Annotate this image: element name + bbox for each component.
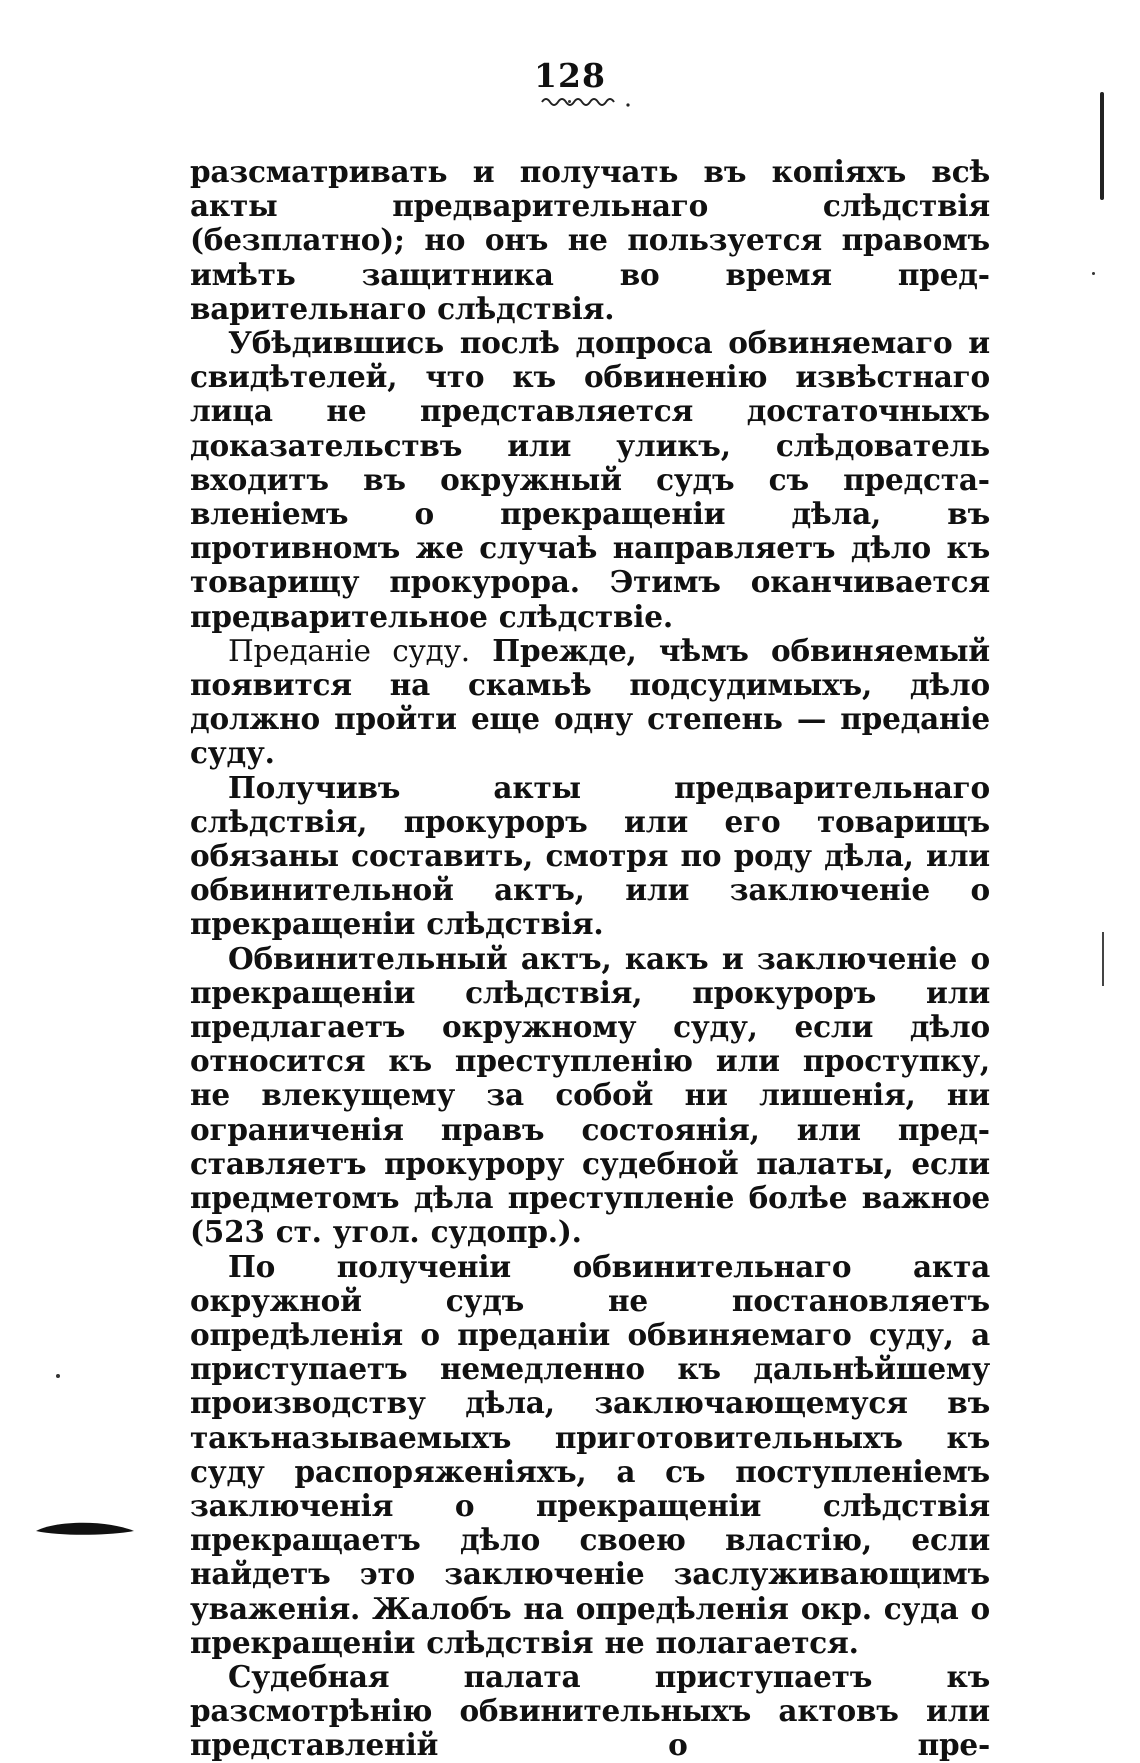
paragraph-7	[190, 1660, 990, 1763]
ink-blot-icon	[34, 1519, 138, 1539]
paragraph-3	[190, 634, 990, 771]
section-heading: Преданіе суду.	[228, 633, 470, 668]
paragraph-2-text: Убѣдившись послѣ допроса обвиняемаго и свидѣтелей, что къ обвиненію извѣстнаго лица не представляется достаточныхъ доказательствъ или уликъ, слѣдователь входитъ въ окружный судъ съ представленіемъ о прекращеніи дѣла, въ противномъ же случаѣ направляетъ дѣло къ товарищу прокурора. Этимъ оканчивается предварительное слѣдствіе.	[190, 325, 990, 634]
paragraph-5	[190, 942, 990, 1250]
paragraph-4-text: Получивъ акты предварительнаго слѣдствія, прокуроръ или его товарищъ обязаны составить, смотря по роду дѣла, или обвинительной актъ, или заключеніе о прекращеніи слѣдствія.	[190, 769, 990, 942]
scan-edge-mark	[1100, 92, 1104, 200]
paragraph-6	[190, 1250, 990, 1660]
wavy-ornament-icon	[540, 94, 632, 108]
scan-speck	[1092, 272, 1095, 275]
paragraph-4	[190, 771, 990, 942]
paragraph-7-text: Судебная палата приступаетъ къ разсмотрѣнію обвинительныхъ актовъ или представленій о пре-	[190, 1658, 990, 1763]
paragraph-1-text: разсматривать и получать въ копіяхъ всѣ акты предварительнаго слѣдствія (безплатно); но онъ не пользуется правомъ имѣть защитника во время предварительнаго слѣдствія.	[190, 154, 990, 326]
paragraph-5-text: Обвинительный актъ, какъ и заключеніе о прекращеніи слѣдствія, прокуроръ или предлагаетъ окружному суду, если дѣло относится къ преступленію или проступку, не влекущему за собой ни лишенія, ни ограниченія правъ состоянія, или представляетъ прокурору судебной палаты, если предметомъ дѣла преступленіе болѣе важное (523 ст. угол. судопр.).	[190, 940, 990, 1250]
page-number: 128	[534, 56, 606, 95]
paragraph-6-text: По полученіи обвинительнаго акта окружной судъ не постановляетъ опредѣленія о преданіи обвиняемаго суду, а приступаетъ немедленно къ дальнѣйшему производству дѣла, заключающемуся въ такъназываемыхъ приготовительныхъ къ суду распоряженіяхъ, а съ поступленіемъ заключенія о прекращеніи слѣдствія прекращаетъ дѣло своею властію, если найдетъ это заключеніе заслуживающимъ уваженія. Жалобъ на опредѣленія окр. суда о прекращеніи слѣдствія не полагается.	[190, 1248, 990, 1660]
paragraph-1	[190, 155, 990, 326]
body-text	[190, 155, 990, 1763]
paragraph-3-text: Прежде, чѣмъ обвиняемый появится на скамьѣ подсудимыхъ, дѣло должно пройти еще одну степень — преданіе суду.	[190, 632, 990, 771]
scan-edge-mark	[1102, 932, 1104, 986]
paragraph-2	[190, 326, 990, 634]
scan-speck	[568, 100, 571, 103]
scan-speck	[56, 1374, 60, 1378]
